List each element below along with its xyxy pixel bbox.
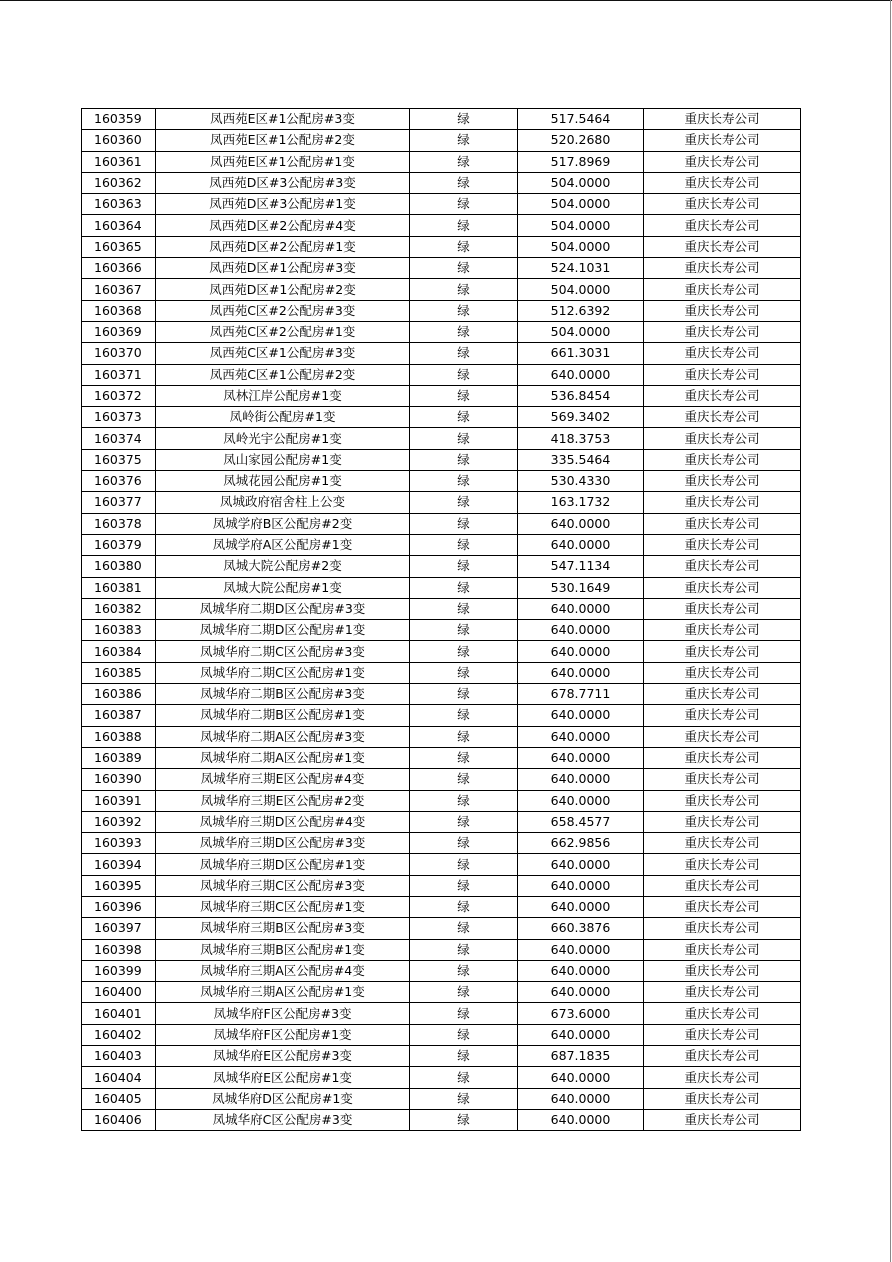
cell-name: 凤城华府C区公配房#3变 <box>156 1109 410 1130</box>
table-row <box>82 130 801 151</box>
cell-value: 504.0000 <box>518 215 644 236</box>
cell-company: 重庆长寿公司 <box>644 534 801 555</box>
cell-name: 凤西苑C区#1公配房#2变 <box>156 364 410 385</box>
table-row <box>82 769 801 790</box>
cell-status: 绿 <box>410 364 518 385</box>
cell-id: 160393 <box>82 833 156 854</box>
cell-status: 绿 <box>410 684 518 705</box>
cell-id: 160395 <box>82 875 156 896</box>
cell-status: 绿 <box>410 833 518 854</box>
cell-status: 绿 <box>410 130 518 151</box>
cell-company: 重庆长寿公司 <box>644 130 801 151</box>
cell-name: 凤岭街公配房#1变 <box>156 407 410 428</box>
cell-value: 504.0000 <box>518 321 644 342</box>
cell-status: 绿 <box>410 321 518 342</box>
cell-status: 绿 <box>410 1046 518 1067</box>
cell-company: 重庆长寿公司 <box>644 343 801 364</box>
cell-id: 160376 <box>82 471 156 492</box>
cell-company: 重庆长寿公司 <box>644 577 801 598</box>
cell-id: 160403 <box>82 1046 156 1067</box>
cell-name: 凤西苑D区#1公配房#3变 <box>156 258 410 279</box>
cell-name: 凤城华府三期D区公配房#1变 <box>156 854 410 875</box>
cell-name: 凤城华府三期C区公配房#3变 <box>156 875 410 896</box>
cell-value: 536.8454 <box>518 385 644 406</box>
cell-id: 160398 <box>82 939 156 960</box>
cell-company: 重庆长寿公司 <box>644 279 801 300</box>
cell-value: 640.0000 <box>518 1024 644 1045</box>
cell-name: 凤西苑E区#1公配房#1变 <box>156 151 410 172</box>
cell-id: 160372 <box>82 385 156 406</box>
table-row <box>82 321 801 342</box>
table-body <box>82 109 801 1131</box>
cell-status: 绿 <box>410 194 518 215</box>
cell-status: 绿 <box>410 151 518 172</box>
cell-name: 凤西苑D区#2公配房#1变 <box>156 236 410 257</box>
cell-name: 凤城华府二期A区公配房#1变 <box>156 747 410 768</box>
table-row <box>82 194 801 215</box>
cell-id: 160363 <box>82 194 156 215</box>
cell-name: 凤城华府二期C区公配房#1变 <box>156 662 410 683</box>
cell-company: 重庆长寿公司 <box>644 258 801 279</box>
table-row <box>82 492 801 513</box>
cell-name: 凤城花园公配房#1变 <box>156 471 410 492</box>
cell-value: 640.0000 <box>518 769 644 790</box>
cell-value: 640.0000 <box>518 620 644 641</box>
cell-value: 335.5464 <box>518 449 644 470</box>
cell-id: 160397 <box>82 918 156 939</box>
cell-id: 160366 <box>82 258 156 279</box>
cell-value: 673.6000 <box>518 1003 644 1024</box>
cell-name: 凤城大院公配房#2变 <box>156 556 410 577</box>
cell-name: 凤城学府A区公配房#1变 <box>156 534 410 555</box>
cell-name: 凤城华府三期B区公配房#3变 <box>156 918 410 939</box>
cell-value: 640.0000 <box>518 960 644 981</box>
cell-status: 绿 <box>410 1109 518 1130</box>
cell-id: 160359 <box>82 109 156 130</box>
cell-value: 640.0000 <box>518 598 644 619</box>
cell-name: 凤西苑D区#3公配房#3变 <box>156 172 410 193</box>
cell-company: 重庆长寿公司 <box>644 1024 801 1045</box>
cell-status: 绿 <box>410 705 518 726</box>
cell-company: 重庆长寿公司 <box>644 364 801 385</box>
cell-status: 绿 <box>410 172 518 193</box>
cell-status: 绿 <box>410 811 518 832</box>
data-table <box>81 108 801 1131</box>
table-row <box>82 747 801 768</box>
cell-id: 160380 <box>82 556 156 577</box>
cell-company: 重庆长寿公司 <box>644 705 801 726</box>
cell-value: 640.0000 <box>518 1088 644 1109</box>
cell-id: 160377 <box>82 492 156 513</box>
cell-status: 绿 <box>410 896 518 917</box>
cell-id: 160405 <box>82 1088 156 1109</box>
cell-status: 绿 <box>410 1024 518 1045</box>
cell-value: 640.0000 <box>518 705 644 726</box>
cell-company: 重庆长寿公司 <box>644 833 801 854</box>
table-row <box>82 620 801 641</box>
cell-company: 重庆长寿公司 <box>644 236 801 257</box>
cell-value: 547.1134 <box>518 556 644 577</box>
cell-name: 凤城华府F区公配房#3变 <box>156 1003 410 1024</box>
cell-name: 凤西苑D区#2公配房#4变 <box>156 215 410 236</box>
cell-value: 517.5464 <box>518 109 644 130</box>
cell-value: 504.0000 <box>518 236 644 257</box>
cell-name: 凤城华府D区公配房#1变 <box>156 1088 410 1109</box>
cell-name: 凤城华府三期B区公配房#1变 <box>156 939 410 960</box>
cell-status: 绿 <box>410 407 518 428</box>
cell-status: 绿 <box>410 577 518 598</box>
cell-status: 绿 <box>410 1003 518 1024</box>
cell-name: 凤西苑C区#2公配房#3变 <box>156 300 410 321</box>
cell-name: 凤城华府三期D区公配房#3变 <box>156 833 410 854</box>
cell-status: 绿 <box>410 598 518 619</box>
cell-id: 160391 <box>82 790 156 811</box>
cell-name: 凤西苑E区#1公配房#3变 <box>156 109 410 130</box>
cell-status: 绿 <box>410 939 518 960</box>
cell-name: 凤城华府三期E区公配房#2变 <box>156 790 410 811</box>
cell-value: 504.0000 <box>518 279 644 300</box>
cell-status: 绿 <box>410 109 518 130</box>
cell-id: 160389 <box>82 747 156 768</box>
cell-company: 重庆长寿公司 <box>644 641 801 662</box>
cell-value: 530.4330 <box>518 471 644 492</box>
cell-value: 640.0000 <box>518 513 644 534</box>
cell-id: 160367 <box>82 279 156 300</box>
table-row <box>82 385 801 406</box>
table-row <box>82 1109 801 1130</box>
table-row <box>82 1088 801 1109</box>
cell-company: 重庆长寿公司 <box>644 215 801 236</box>
cell-id: 160365 <box>82 236 156 257</box>
table-row <box>82 960 801 981</box>
cell-status: 绿 <box>410 279 518 300</box>
cell-status: 绿 <box>410 385 518 406</box>
cell-company: 重庆长寿公司 <box>644 662 801 683</box>
cell-name: 凤西苑C区#1公配房#3变 <box>156 343 410 364</box>
cell-name: 凤城华府三期A区公配房#4变 <box>156 960 410 981</box>
cell-name: 凤城大院公配房#1变 <box>156 577 410 598</box>
cell-company: 重庆长寿公司 <box>644 1088 801 1109</box>
cell-id: 160382 <box>82 598 156 619</box>
table-row <box>82 172 801 193</box>
table-row <box>82 854 801 875</box>
cell-id: 160381 <box>82 577 156 598</box>
cell-company: 重庆长寿公司 <box>644 598 801 619</box>
cell-company: 重庆长寿公司 <box>644 492 801 513</box>
cell-value: 661.3031 <box>518 343 644 364</box>
table-row <box>82 982 801 1003</box>
cell-id: 160369 <box>82 321 156 342</box>
cell-company: 重庆长寿公司 <box>644 471 801 492</box>
cell-value: 658.4577 <box>518 811 644 832</box>
cell-company: 重庆长寿公司 <box>644 896 801 917</box>
cell-company: 重庆长寿公司 <box>644 1067 801 1088</box>
cell-company: 重庆长寿公司 <box>644 769 801 790</box>
cell-value: 512.6392 <box>518 300 644 321</box>
cell-status: 绿 <box>410 854 518 875</box>
cell-id: 160386 <box>82 684 156 705</box>
table-row <box>82 1067 801 1088</box>
cell-value: 418.3753 <box>518 428 644 449</box>
cell-status: 绿 <box>410 662 518 683</box>
table-row <box>82 641 801 662</box>
cell-value: 517.8969 <box>518 151 644 172</box>
cell-company: 重庆长寿公司 <box>644 194 801 215</box>
cell-value: 640.0000 <box>518 896 644 917</box>
cell-status: 绿 <box>410 918 518 939</box>
cell-value: 678.7711 <box>518 684 644 705</box>
cell-status: 绿 <box>410 769 518 790</box>
cell-name: 凤城政府宿舍柱上公变 <box>156 492 410 513</box>
cell-value: 640.0000 <box>518 641 644 662</box>
cell-id: 160404 <box>82 1067 156 1088</box>
cell-name: 凤城华府二期A区公配房#3变 <box>156 726 410 747</box>
cell-value: 640.0000 <box>518 790 644 811</box>
cell-status: 绿 <box>410 556 518 577</box>
cell-company: 重庆长寿公司 <box>644 854 801 875</box>
cell-name: 凤西苑D区#1公配房#2变 <box>156 279 410 300</box>
cell-company: 重庆长寿公司 <box>644 449 801 470</box>
cell-value: 569.3402 <box>518 407 644 428</box>
cell-value: 640.0000 <box>518 726 644 747</box>
cell-id: 160375 <box>82 449 156 470</box>
cell-name: 凤城华府三期D区公配房#4变 <box>156 811 410 832</box>
cell-status: 绿 <box>410 513 518 534</box>
cell-value: 662.9856 <box>518 833 644 854</box>
cell-company: 重庆长寿公司 <box>644 556 801 577</box>
cell-id: 160373 <box>82 407 156 428</box>
cell-name: 凤林江岸公配房#1变 <box>156 385 410 406</box>
cell-value: 640.0000 <box>518 854 644 875</box>
cell-status: 绿 <box>410 620 518 641</box>
cell-value: 524.1031 <box>518 258 644 279</box>
table-row <box>82 534 801 555</box>
cell-company: 重庆长寿公司 <box>644 1046 801 1067</box>
table-row <box>82 577 801 598</box>
table-row <box>82 726 801 747</box>
cell-value: 640.0000 <box>518 662 644 683</box>
table-row <box>82 513 801 534</box>
table-row <box>82 833 801 854</box>
cell-id: 160385 <box>82 662 156 683</box>
cell-id: 160388 <box>82 726 156 747</box>
cell-name: 凤城华府三期A区公配房#1变 <box>156 982 410 1003</box>
cell-value: 660.3876 <box>518 918 644 939</box>
cell-value: 163.1732 <box>518 492 644 513</box>
cell-status: 绿 <box>410 1088 518 1109</box>
cell-status: 绿 <box>410 428 518 449</box>
table-row <box>82 1003 801 1024</box>
cell-company: 重庆长寿公司 <box>644 321 801 342</box>
table-row <box>82 896 801 917</box>
table-row <box>82 300 801 321</box>
cell-status: 绿 <box>410 471 518 492</box>
table-row <box>82 236 801 257</box>
cell-company: 重庆长寿公司 <box>644 939 801 960</box>
table-row <box>82 364 801 385</box>
table-row <box>82 918 801 939</box>
table-row <box>82 875 801 896</box>
cell-id: 160362 <box>82 172 156 193</box>
cell-company: 重庆长寿公司 <box>644 385 801 406</box>
cell-company: 重庆长寿公司 <box>644 620 801 641</box>
cell-status: 绿 <box>410 449 518 470</box>
cell-company: 重庆长寿公司 <box>644 300 801 321</box>
cell-company: 重庆长寿公司 <box>644 960 801 981</box>
cell-id: 160378 <box>82 513 156 534</box>
cell-company: 重庆长寿公司 <box>644 918 801 939</box>
cell-status: 绿 <box>410 492 518 513</box>
cell-name: 凤城华府二期C区公配房#3变 <box>156 641 410 662</box>
cell-name: 凤城华府三期C区公配房#1变 <box>156 896 410 917</box>
cell-status: 绿 <box>410 258 518 279</box>
cell-status: 绿 <box>410 300 518 321</box>
cell-name: 凤城华府F区公配房#1变 <box>156 1024 410 1045</box>
cell-status: 绿 <box>410 1067 518 1088</box>
cell-status: 绿 <box>410 534 518 555</box>
cell-id: 160379 <box>82 534 156 555</box>
table-row <box>82 684 801 705</box>
cell-company: 重庆长寿公司 <box>644 513 801 534</box>
cell-status: 绿 <box>410 215 518 236</box>
cell-id: 160401 <box>82 1003 156 1024</box>
cell-value: 640.0000 <box>518 1109 644 1130</box>
cell-id: 160383 <box>82 620 156 641</box>
page-top-border <box>0 0 892 1</box>
table-row <box>82 790 801 811</box>
cell-status: 绿 <box>410 960 518 981</box>
cell-company: 重庆长寿公司 <box>644 811 801 832</box>
cell-name: 凤城华府二期B区公配房#3变 <box>156 684 410 705</box>
table-row <box>82 598 801 619</box>
table-row <box>82 556 801 577</box>
cell-name: 凤城华府二期D区公配房#3变 <box>156 598 410 619</box>
cell-id: 160370 <box>82 343 156 364</box>
cell-name: 凤西苑D区#3公配房#1变 <box>156 194 410 215</box>
cell-company: 重庆长寿公司 <box>644 109 801 130</box>
cell-name: 凤城华府E区公配房#3变 <box>156 1046 410 1067</box>
cell-value: 504.0000 <box>518 194 644 215</box>
cell-id: 160360 <box>82 130 156 151</box>
table-row <box>82 109 801 130</box>
cell-status: 绿 <box>410 982 518 1003</box>
cell-company: 重庆长寿公司 <box>644 684 801 705</box>
cell-name: 凤城华府三期E区公配房#4变 <box>156 769 410 790</box>
table-row <box>82 258 801 279</box>
cell-company: 重庆长寿公司 <box>644 1003 801 1024</box>
cell-status: 绿 <box>410 641 518 662</box>
cell-id: 160371 <box>82 364 156 385</box>
cell-value: 640.0000 <box>518 534 644 555</box>
table-row <box>82 939 801 960</box>
cell-id: 160394 <box>82 854 156 875</box>
table-row <box>82 151 801 172</box>
cell-value: 530.1649 <box>518 577 644 598</box>
cell-name: 凤西苑C区#2公配房#1变 <box>156 321 410 342</box>
cell-id: 160402 <box>82 1024 156 1045</box>
cell-name: 凤岭光宇公配房#1变 <box>156 428 410 449</box>
table-row <box>82 428 801 449</box>
cell-company: 重庆长寿公司 <box>644 172 801 193</box>
table-row <box>82 1046 801 1067</box>
table-row <box>82 215 801 236</box>
cell-id: 160399 <box>82 960 156 981</box>
cell-value: 687.1835 <box>518 1046 644 1067</box>
cell-value: 520.2680 <box>518 130 644 151</box>
cell-name: 凤城华府二期B区公配房#1变 <box>156 705 410 726</box>
table-row <box>82 343 801 364</box>
table-row <box>82 705 801 726</box>
cell-id: 160361 <box>82 151 156 172</box>
cell-company: 重庆长寿公司 <box>644 726 801 747</box>
page-right-border <box>890 0 891 1262</box>
cell-value: 640.0000 <box>518 875 644 896</box>
table-row <box>82 662 801 683</box>
cell-company: 重庆长寿公司 <box>644 875 801 896</box>
cell-id: 160406 <box>82 1109 156 1130</box>
cell-id: 160384 <box>82 641 156 662</box>
table-row <box>82 407 801 428</box>
cell-company: 重庆长寿公司 <box>644 151 801 172</box>
cell-id: 160390 <box>82 769 156 790</box>
cell-id: 160364 <box>82 215 156 236</box>
cell-status: 绿 <box>410 790 518 811</box>
cell-name: 凤城华府二期D区公配房#1变 <box>156 620 410 641</box>
cell-value: 640.0000 <box>518 747 644 768</box>
cell-status: 绿 <box>410 726 518 747</box>
cell-id: 160387 <box>82 705 156 726</box>
cell-id: 160400 <box>82 982 156 1003</box>
cell-company: 重庆长寿公司 <box>644 1109 801 1130</box>
cell-value: 504.0000 <box>518 172 644 193</box>
cell-company: 重庆长寿公司 <box>644 747 801 768</box>
table-row <box>82 449 801 470</box>
cell-id: 160392 <box>82 811 156 832</box>
table-row <box>82 811 801 832</box>
cell-id: 160374 <box>82 428 156 449</box>
cell-id: 160396 <box>82 896 156 917</box>
cell-name: 凤城学府B区公配房#2变 <box>156 513 410 534</box>
table-row <box>82 279 801 300</box>
table-row <box>82 471 801 492</box>
cell-status: 绿 <box>410 343 518 364</box>
cell-value: 640.0000 <box>518 364 644 385</box>
table-row <box>82 1024 801 1045</box>
cell-value: 640.0000 <box>518 982 644 1003</box>
cell-company: 重庆长寿公司 <box>644 982 801 1003</box>
cell-id: 160368 <box>82 300 156 321</box>
cell-company: 重庆长寿公司 <box>644 407 801 428</box>
cell-name: 凤城华府E区公配房#1变 <box>156 1067 410 1088</box>
cell-value: 640.0000 <box>518 939 644 960</box>
cell-value: 640.0000 <box>518 1067 644 1088</box>
cell-name: 凤山家园公配房#1变 <box>156 449 410 470</box>
cell-status: 绿 <box>410 747 518 768</box>
cell-status: 绿 <box>410 875 518 896</box>
cell-company: 重庆长寿公司 <box>644 428 801 449</box>
cell-name: 凤西苑E区#1公配房#2变 <box>156 130 410 151</box>
cell-company: 重庆长寿公司 <box>644 790 801 811</box>
cell-status: 绿 <box>410 236 518 257</box>
